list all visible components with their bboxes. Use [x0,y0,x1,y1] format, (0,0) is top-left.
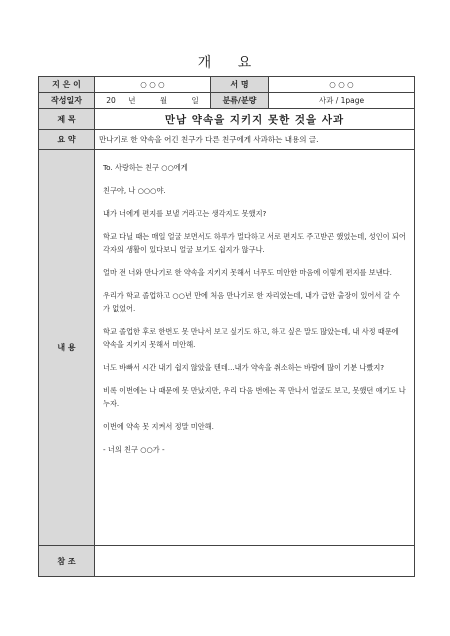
subject-value[interactable]: 만남 약속을 지키지 못한 것을 사과 [95,109,415,130]
title-char-2: 요 [237,55,253,71]
overview-table [38,76,415,577]
content-body[interactable] [95,150,415,546]
reference-label: 참 조 [39,546,95,577]
content-paragraph: 우리가 학교 졸업하고 ○○년 만에 처음 만나기로 한 자리였는데, 내가 급한 출장이 있어서 갈 수가 없었어. [103,291,400,313]
content-paragraph: To. 사랑하는 친구 ○○에게 [103,163,188,172]
date-year-unit: 년 [128,96,136,105]
date-label: 작성일자 [39,93,95,109]
date-row [39,93,415,109]
category-value[interactable]: 사과 / 1page [269,93,415,109]
subject-row [39,109,415,130]
author-label: 지 은 이 [39,77,95,93]
content-paragraph: 내가 너에게 편지를 보낼 거라고는 생각지도 못했지? [103,209,267,218]
date-year: 20 [106,96,116,105]
content-paragraph: 학교 졸업한 후로 한번도 못 만나서 보고 싶기도 하고, 하고 싶은 말도 많았는데, 내 사정 때문에 약속을 지키지 못해서 미안해. [103,327,399,349]
signature-value[interactable]: ○ ○ ○ [269,77,415,93]
summary-label: 요 약 [39,130,95,150]
category-label: 분류/분량 [211,93,269,109]
date-value[interactable] [95,93,211,109]
title-char-1: 개 [197,55,213,71]
content-row [39,150,415,546]
content-paragraph: 너도 바빠서 시간 내기 쉽지 않았을 텐데...내가 약속을 취소하는 바람에 많이 기분 나빴지? [103,363,385,372]
content-paragraph: 얼마 전 너와 만나기로 한 약속을 지키지 못해서 너무도 미안한 마음에 이렇게 편지를 보낸다. [103,268,392,277]
content-paragraph: 학교 다닐 때는 매일 얼굴 보면서도 하루가 멀다하고 서로 편지도 주고받곤 했었는데, 성인이 되어 각자의 생활이 있다보니 얼굴 보기도 쉽지가 않구나. [103,232,406,254]
author-value[interactable]: ○ ○ ○ [95,77,211,93]
subject-label: 제 목 [39,109,95,130]
reference-row [39,546,415,577]
content-label: 내 용 [39,150,95,546]
reference-value[interactable] [95,546,415,577]
document-title [0,52,450,72]
summary-row [39,130,415,150]
summary-value[interactable]: 만나기로 한 약속을 어긴 친구가 다른 친구에게 사과하는 내용의 글. [95,130,415,150]
date-month-unit: 월 [159,96,168,105]
content-signoff: - 너의 친구 ○○가 - [103,445,165,454]
content-paragraph: 이번에 약속 못 지켜서 정말 미안해. [103,422,214,431]
signature-label: 서 명 [211,77,269,93]
author-row [39,77,415,93]
date-day-unit: 일 [191,96,199,105]
content-paragraph: 친구야, 나 ○○○야. [103,186,166,195]
content-paragraph: 비록 이번에는 나 때문에 못 만났지만, 우리 다음 번에는 꼭 만나서 얼굴도 보고, 못했던 얘기도 나누자. [103,386,406,408]
